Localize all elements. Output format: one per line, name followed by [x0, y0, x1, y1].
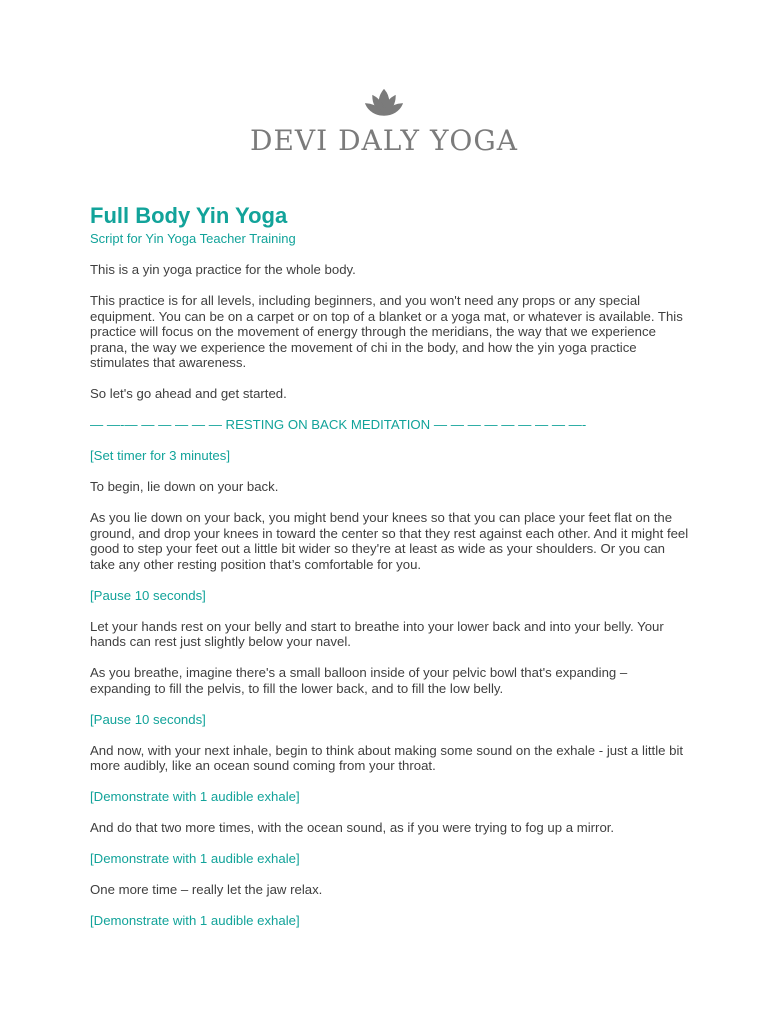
instructor-cue: [Demonstrate with 1 audible exhale]: [90, 913, 300, 928]
paragraph: This practice is for all levels, including beginners, and you won't need any props or any special equipment. You can be on a carpet or on top of a blanket or a yoga mat, or whatever is available. This practice will focus on the movement of energy through the meridians, the way that we experience prana, the way we experience the movement of chi in the body, and how the yin yoga practice stimulates that awareness.: [90, 293, 683, 370]
paragraph: This is a yin yoga practice for the whole body.: [90, 262, 356, 277]
document-body: [90, 203, 690, 929]
paragraph: And do that two more times, with the ocean sound, as if you were trying to fog up a mirror.: [90, 820, 615, 835]
paragraph: As you breathe, imagine there's a small balloon inside of your pelvic bowl that's expanding – expanding to fill the pelvis, to fill the lower back, and to fill the low belly.: [90, 665, 628, 696]
brand-name: DEVI DALY YOGA: [250, 124, 518, 157]
document-blocks: [90, 262, 690, 929]
brand-header: [0, 86, 768, 157]
lotus-icon: [364, 86, 404, 120]
paragraph: Let your hands rest on your belly and start to breathe into your lower back and into your belly. Your hands can rest just slightly below your navel.: [90, 618, 664, 649]
paragraph: As you lie down on your back, you might bend your knees so that you can place your feet flat on the ground, and drop your knees in toward the center so that they rest against each other. And it might feel good to step your feet out a little bit wider so they're at least as wide as your shoulders. Or you can take any other resting position that’s comfortable for you.: [90, 510, 689, 572]
document-title: Full Body Yin Yoga: [90, 203, 288, 228]
paragraph: One more time – really let the jaw relax.: [90, 882, 323, 897]
paragraph: So let's go ahead and get started.: [90, 386, 287, 401]
instructor-cue: [Demonstrate with 1 audible exhale]: [90, 789, 300, 804]
instructor-cue: [Set timer for 3 minutes]: [90, 448, 230, 463]
paragraph: To begin, lie down on your back.: [90, 479, 279, 494]
paragraph: And now, with your next inhale, begin to think about making some sound on the exhale - just a little bit more audibly, like an ocean sound coming from your throat.: [90, 742, 684, 773]
instructor-cue: [Pause 10 seconds]: [90, 711, 206, 727]
instructor-cue: [Demonstrate with 1 audible exhale]: [90, 851, 300, 866]
instructor-cue: [Pause 10 seconds]: [90, 587, 206, 603]
document-subtitle: Script for Yin Yoga Teacher Training: [90, 231, 296, 246]
section-heading: — —-— — — — — — RESTING ON BACK MEDITATION — — — — — — — — —-: [90, 417, 587, 432]
